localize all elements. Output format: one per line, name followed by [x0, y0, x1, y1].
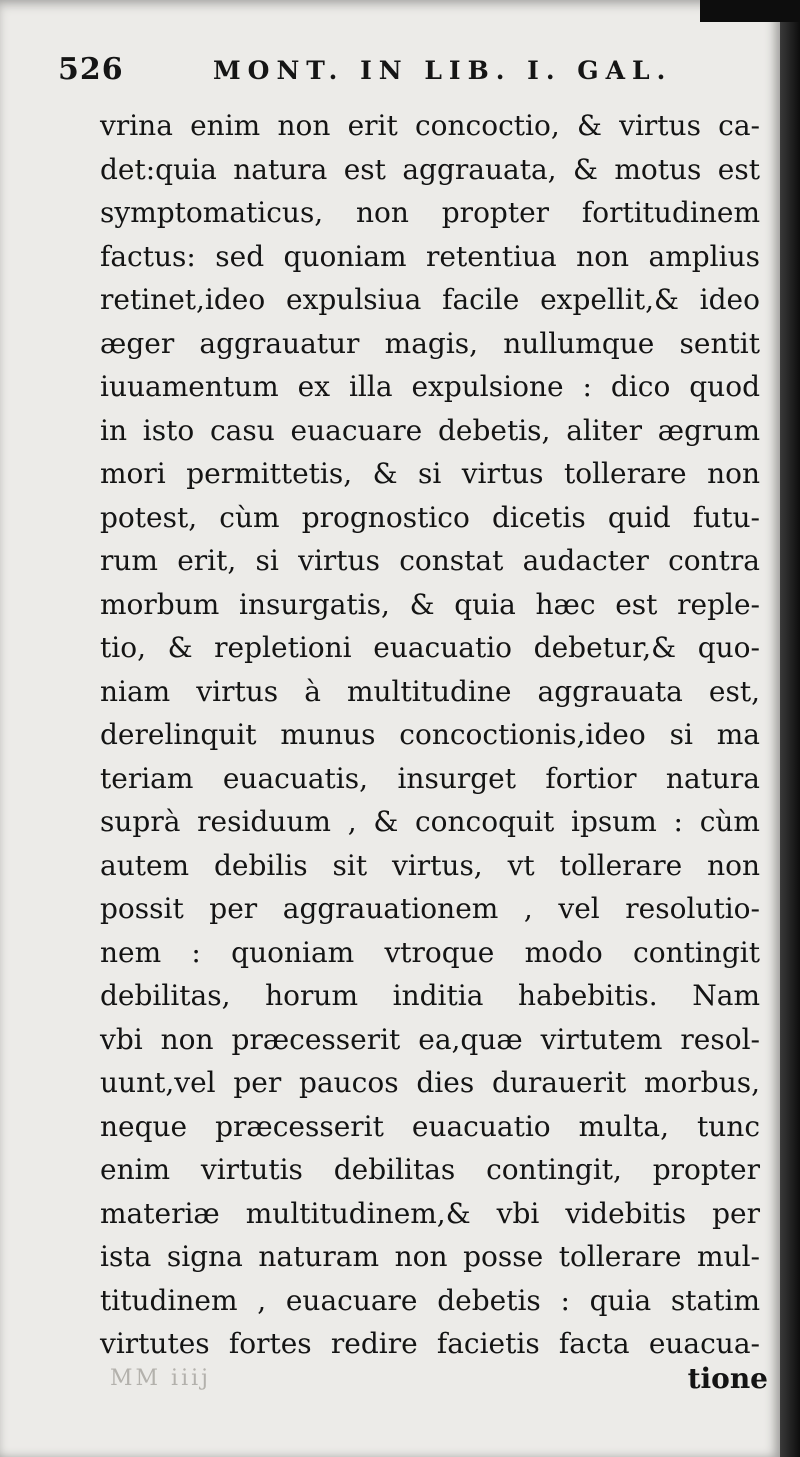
text-line: retinet,ideo expulsiua facile expellit,& ideo	[100, 283, 760, 316]
text-line: vrina enim non erit concoctio, & virtus ca-	[100, 109, 760, 142]
text-line: autem debilis sit virtus, vt tollerare non	[100, 848, 760, 882]
text-line: symptomaticus, non propter fortitudinem	[100, 196, 760, 229]
text-line: teriam euacuatis, insurget fortior natura	[100, 761, 760, 795]
running-head: MONT. IN LIB. I. GAL.	[213, 56, 673, 85]
page-footer	[100, 1362, 768, 1402]
text-line: morbum insurgatis, & quia hæc est reple-	[100, 587, 760, 621]
text-line: derelinquit munus concoctionis,ideo si ma	[100, 718, 760, 751]
text-line: titudinem , euacuare debetis : quia statim	[100, 1283, 760, 1317]
text-line: æger aggrauatur magis, nullumque sentit	[100, 326, 760, 360]
text-line: possit per aggrauationem , vel resolutio-	[100, 892, 760, 925]
text-line: factus: sed quoniam retentiua non amplius	[100, 239, 760, 273]
catchword: tione	[687, 1362, 768, 1395]
text-line: det:quia natura est aggrauata, & motus est	[100, 152, 760, 186]
body-text	[100, 104, 760, 1366]
text-line: niam virtus à multitudine aggrauata est,	[100, 674, 760, 708]
text-line: uunt,vel per paucos dies durauerit morbus,	[100, 1066, 760, 1099]
page-header	[58, 52, 738, 92]
text-line: neque præcesserit euacuatio multa, tunc	[100, 1109, 760, 1143]
scan-edge	[780, 0, 800, 1457]
text-line: materiæ multitudinem,& vbi videbitis per	[100, 1196, 760, 1230]
text-line: virtutes fortes redire facietis facta euacua-	[100, 1327, 760, 1360]
scan-corner	[700, 0, 800, 22]
text-line: iuuamentum ex illa expulsione : dico quod	[100, 370, 760, 403]
text-line: enim virtutis debilitas contingit, propter	[100, 1153, 760, 1186]
text-line: vbi non præcesserit ea,quæ virtutem resol-	[100, 1022, 760, 1056]
text-line: in isto casu euacuare debetis, aliter ægrum	[100, 413, 760, 447]
text-line: nem : quoniam vtroque modo contingit	[100, 935, 760, 969]
page-number: 526	[58, 52, 124, 87]
text-line: rum erit, si virtus constat audacter contra	[100, 544, 760, 577]
signature-mark: MM iiij	[110, 1366, 211, 1391]
text-line: ista signa naturam non posse tollerare mul-	[100, 1240, 760, 1273]
text-line: mori permittetis, & si virtus tollerare non	[100, 457, 760, 490]
text-line: tio, & repletioni euacuatio debetur,& quo-	[100, 631, 760, 664]
text-line: debilitas, horum inditia habebitis. Nam	[100, 979, 760, 1012]
text-line: potest, cùm prognostico dicetis quid futu-	[100, 500, 760, 534]
text-line: suprà residuum , & concoquit ipsum : cùm	[100, 805, 760, 838]
